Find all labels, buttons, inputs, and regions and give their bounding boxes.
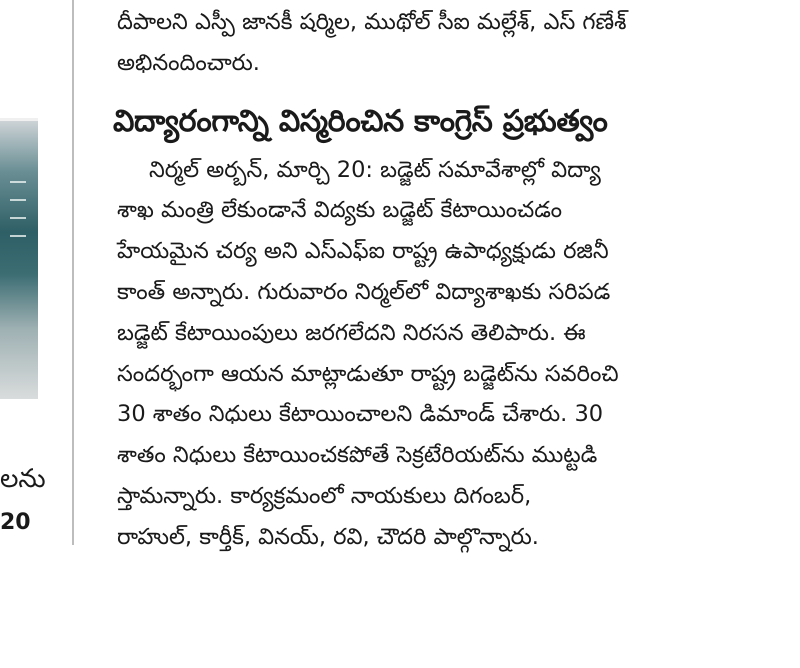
left-caption-date-fragment: 20 bbox=[0, 512, 31, 534]
news-column bbox=[113, 0, 717, 558]
text-line: దీపాలని ఎస్పీ జానకీ షర్మిల, ముథోల్ సీఐ మల్లేశ్, ఎస్ గణేశ్ bbox=[117, 9, 627, 35]
photo-detail bbox=[10, 181, 26, 183]
text-line: సందర్భంగా ఆయన మాట్లాడుతూ రాష్ట్ర బడ్జెట్‌ను సవరించి bbox=[117, 360, 619, 387]
text-line: రాహుల్, కార్తీక్, వినయ్, రవి, చౌదరి పాల్గొన్నారు. bbox=[117, 523, 539, 550]
text-line: నిర్మల్ అర్బన్, మార్చి 20: బడ్జెట్ సమావేశాల్లో విద్యా bbox=[149, 156, 601, 183]
text-line: కాంత్ అన్నారు. గురువారం నిర్మల్‌లో విద్యాశాఖకు సరిపడ bbox=[117, 278, 611, 305]
photo-detail bbox=[10, 199, 26, 201]
text-line: 30 శాతం నిధులు కేటాయించాలని డిమాండ్ చేశారు. 30 bbox=[117, 401, 604, 428]
left-caption-fragment: లను bbox=[0, 466, 46, 492]
text-line: శాతం నిధులు కేటాయించకపోతే సెక్రటేరియట్‌ను ముట్టడి bbox=[117, 442, 598, 469]
text-line: శాఖ మంత్రి లేకుండానే విద్యకు బడ్జెట్ కేటాయించడం bbox=[117, 197, 562, 224]
text-line: హేయమైన చర్య అని ఎస్ఎఫ్ఐ రాష్ట్ర ఉపాధ్యక్షుడు రజినీ bbox=[117, 238, 609, 265]
photo-detail bbox=[10, 235, 26, 237]
text-line: అభినందించారు. bbox=[117, 49, 260, 76]
photo-detail bbox=[10, 217, 26, 219]
text-line: స్తామన్నారు. కార్యక్రమంలో నాయకులు దిగంబర్, bbox=[117, 482, 532, 509]
news-photo bbox=[0, 118, 38, 399]
article-headline: విద్యారంగాన్ని విస్మరించిన కాంగ్రెస్ ప్రభుత్వం bbox=[113, 103, 608, 139]
article-body bbox=[117, 150, 717, 558]
column-divider bbox=[72, 0, 74, 545]
previous-article-ending bbox=[117, 0, 717, 84]
text-line: బడ్జెట్ కేటాయింపులు జరగలేదని నిరసన తెలిపారు. ఈ bbox=[117, 319, 586, 346]
